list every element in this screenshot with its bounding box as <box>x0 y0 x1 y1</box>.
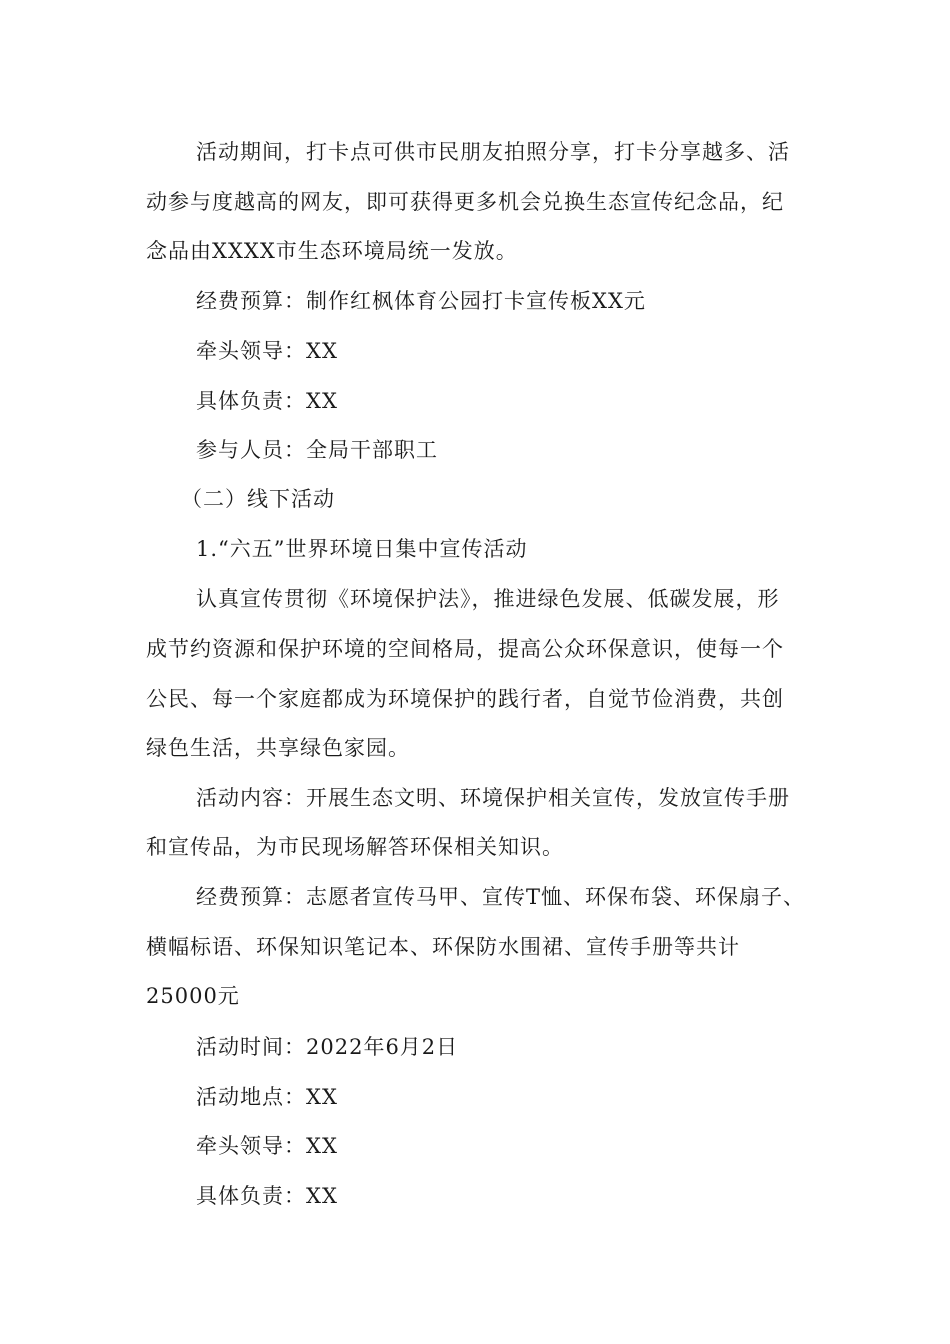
leader-line: 牵头领导：XX <box>196 1134 338 1158</box>
text-line: 和宣传品，为市民现场解答环保相关知识。 <box>146 835 564 859</box>
text-line: 动参与度越高的网友，即可获得更多机会兑换生态宣传纪念品，纪 <box>146 190 784 214</box>
participants-line: 参与人员：全局干部职工 <box>196 438 438 462</box>
content-line: 活动内容：开展生态文明、环境保护相关宣传，发放宣传手册 <box>196 786 790 810</box>
time-line: 活动时间：2022年6月2日 <box>196 1035 459 1059</box>
responsible-line: 具体负责：XX <box>196 389 338 413</box>
subsection-heading: 1.“六五”世界环境日集中宣传活动 <box>196 537 528 561</box>
leader-line: 牵头领导：XX <box>196 339 338 363</box>
budget-line: 经费预算：志愿者宣传马甲、宣传T恤、环保布袋、环保扇子、 <box>196 885 806 909</box>
responsible-line: 具体负责：XX <box>196 1184 338 1208</box>
text-line: 认真宣传贯彻《环境保护法》，推进绿色发展、低碳发展，形 <box>196 587 780 611</box>
text-line: 横幅标语、环保知识笔记本、环保防水围裙、宣传手册等共计 <box>146 935 740 959</box>
text-line: 活动期间，打卡点可供市民朋友拍照分享，打卡分享越多、活 <box>196 140 790 164</box>
text-line: 绿色生活，共享绿色家园。 <box>146 736 410 760</box>
text-line: 公民、每一个家庭都成为环境保护的践行者，自觉节俭消费，共创 <box>146 687 784 711</box>
location-line: 活动地点：XX <box>196 1085 338 1109</box>
text-line: 念品由XXXX市生态环境局统一发放。 <box>146 239 518 263</box>
section-heading: （二）线下活动 <box>181 487 335 511</box>
text-line: 成节约资源和保护环境的空间格局，提高公众环保意识，使每一个 <box>146 637 784 661</box>
budget-line: 经费预算：制作红枫体育公园打卡宣传板XX元 <box>196 289 646 313</box>
text-line: 25000元 <box>146 984 240 1008</box>
